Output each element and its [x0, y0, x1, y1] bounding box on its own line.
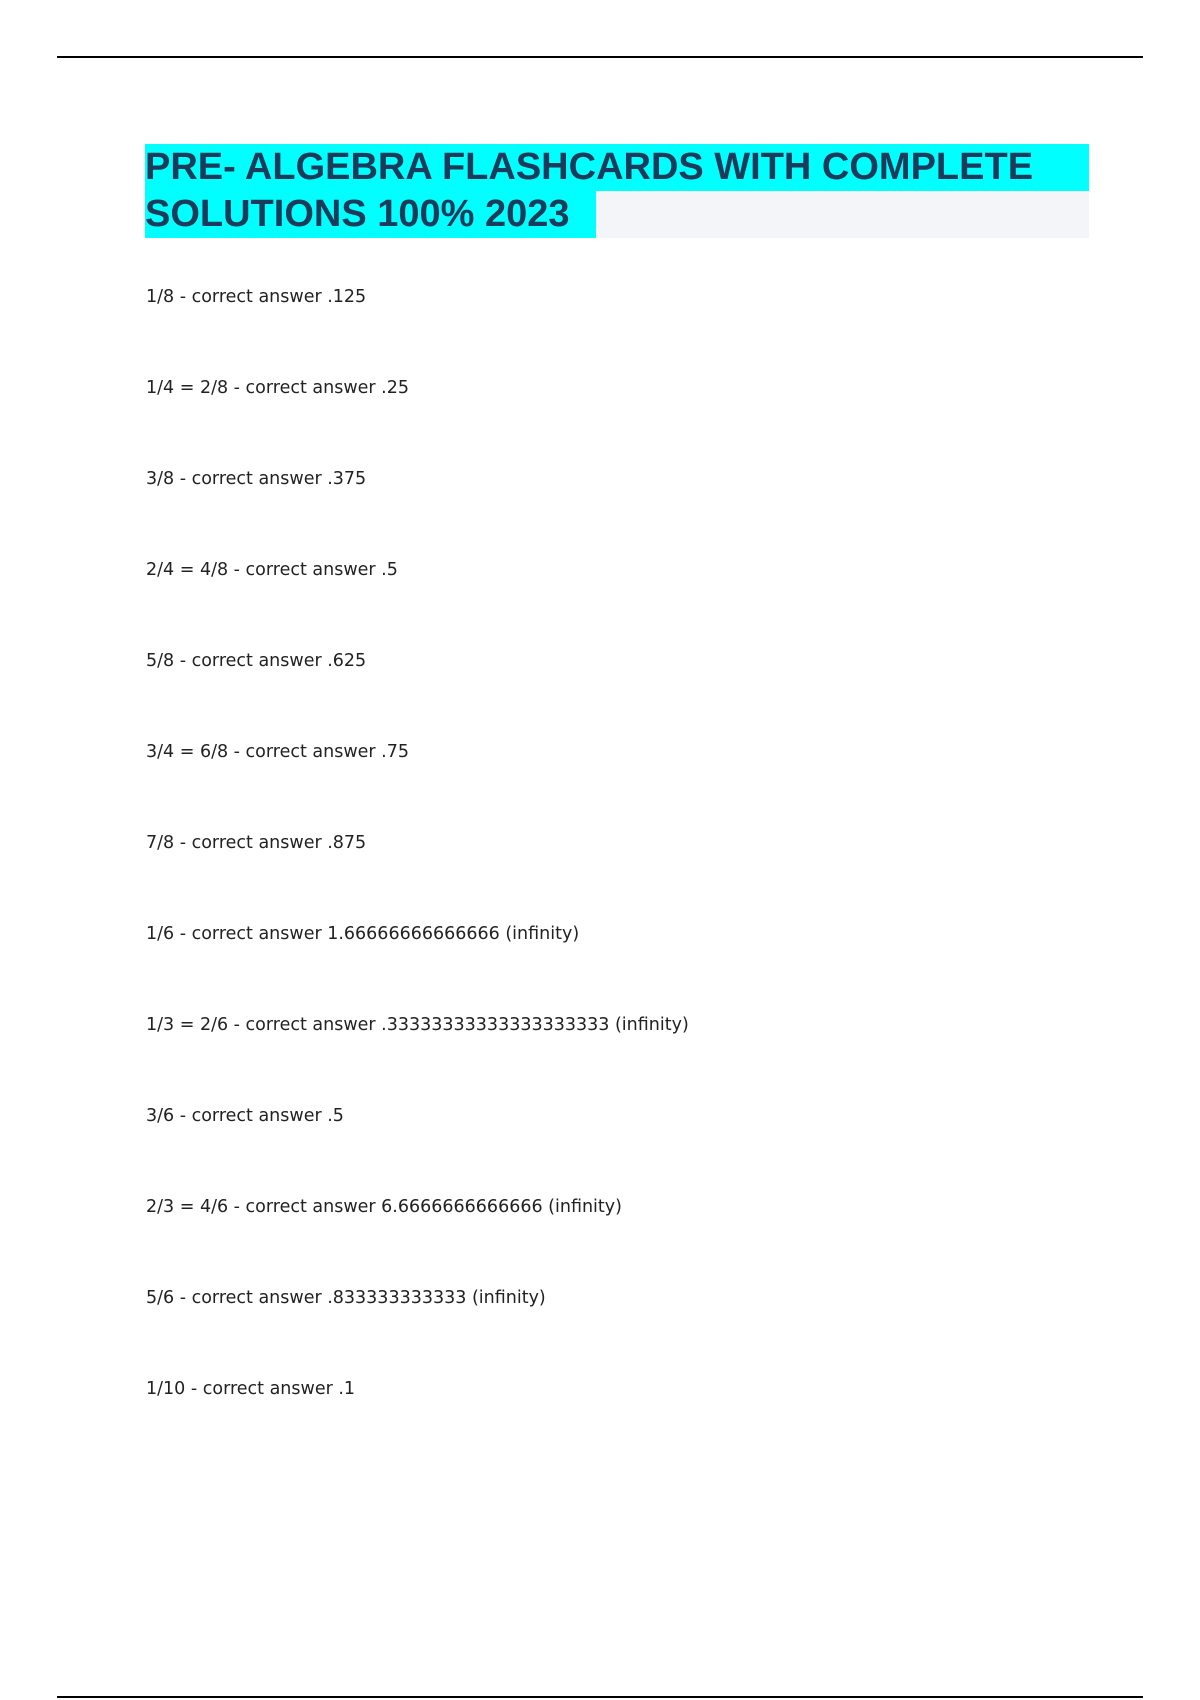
flashcard-item: 3/6 - correct answer .5: [146, 1106, 344, 1126]
bottom-rule: [57, 1696, 1143, 1698]
flashcard-item: 3/4 = 6/8 - correct answer .75: [146, 742, 409, 762]
flashcard-item: 1/6 - correct answer 1.66666666666666 (infinity): [146, 924, 580, 944]
flashcard-item: 7/8 - correct answer .875: [146, 833, 367, 853]
flashcard-item: 3/8 - correct answer .375: [146, 469, 367, 489]
title-line-1: PRE- ALGEBRA FLASHCARDS WITH COMPLETE: [145, 144, 1089, 191]
flashcard-item: 2/3 = 4/6 - correct answer 6.6666666666666 (infinity): [146, 1197, 622, 1217]
flashcard-item: 1/3 = 2/6 - correct answer .33333333333333333333 (infinity): [146, 1015, 689, 1035]
flashcard-item: 5/6 - correct answer .833333333333 (infinity): [146, 1288, 546, 1308]
flashcard-item: 5/8 - correct answer .625: [146, 651, 367, 671]
flashcard-item: 2/4 = 4/8 - correct answer .5: [146, 560, 398, 580]
document-title: [145, 144, 1089, 238]
flashcard-item: 1/10 - correct answer .1: [146, 1379, 356, 1399]
flashcard-list: [146, 283, 1086, 1466]
flashcard-item: 1/4 = 2/8 - correct answer .25: [146, 378, 409, 398]
top-rule: [57, 56, 1143, 58]
title-line-2: SOLUTIONS 100% 2023: [145, 191, 596, 238]
flashcard-item: 1/8 - correct answer .125: [146, 287, 367, 307]
